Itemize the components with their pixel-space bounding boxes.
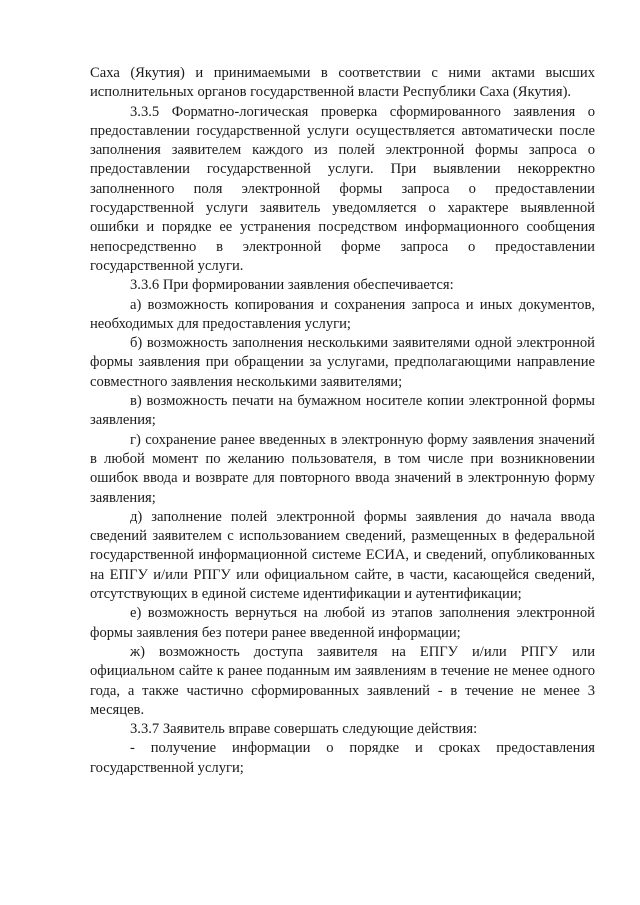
paragraph-3-3-5: 3.3.5 Форматно-логическая проверка сформированного заявления о предоставлении государственной услуги осуществляется автоматически после заполнения заявителем каждого из полей электронной формы запроса о предоставлении государственной услуги. При выявлении некорректно заполненного поля электронной формы запроса о предоставлении государственной услуги заявитель уведомляется о характере выявленной ошибки и порядке ее устранения посредством информационного сообщения непосредственно в электронной форме запроса о предоставлении государственной услуги.	[90, 103, 595, 274]
list-item-e: е) возможность вернуться на любой из этапов заполнения электронной формы заявления без потери ранее введенной информации;	[90, 605, 595, 641]
paragraph-3-3-6: 3.3.6 При формировании заявления обеспечивается:	[130, 277, 454, 294]
list-item-d: д) заполнение полей электронной формы заявления до начала ввода сведений заявителем с использованием сведений, размещенных в федеральной государственной информационной системе ЕСИА, и сведений, опубликованных на ЕПГУ и/или РПГУ или официальном сайте, в части, касающейся сведений, отсутствующих в единой системе идентификации и аутентификации;	[90, 508, 595, 603]
list-item-zh: ж) возможность доступа заявителя на ЕПГУ и/или РПГУ или официальном сайте к ранее поданным им заявлениям в течение не менее одного года, а также частично сформированных заявлений - в течение не менее 3 месяцев.	[90, 643, 595, 718]
paragraph-3-3-7: 3.3.7 Заявитель вправе совершать следующие действия:	[130, 721, 478, 738]
list-item-v: в) возможность печати на бумажном носителе копии электронной формы заявления;	[90, 393, 595, 429]
list-item-a: а) возможность копирования и сохранения запроса и иных документов, необходимых для предоставления услуги;	[90, 296, 595, 332]
paragraph-continuation: Саха (Якутия) и принимаемыми в соответствии с ними актами высших исполнительных органов государственной власти Республики Саха (Якутия).	[90, 65, 595, 101]
list-item-dash: - получение информации о порядке и сроках предоставления государственной услуги;	[90, 740, 595, 776]
list-item-g: г) сохранение ранее введенных в электронную форму заявления значений в любой момент по желанию пользователя, в том числе при возникновении ошибок ввода и возврате для повторного ввода значений в электронную форму заявления;	[90, 431, 595, 506]
list-item-b: б) возможность заполнения несколькими заявителями одной электронной формы заявления при обращении за услугами, предполагающими направление совместного заявления несколькими заявителями;	[90, 335, 595, 390]
document-page	[90, 64, 595, 778]
